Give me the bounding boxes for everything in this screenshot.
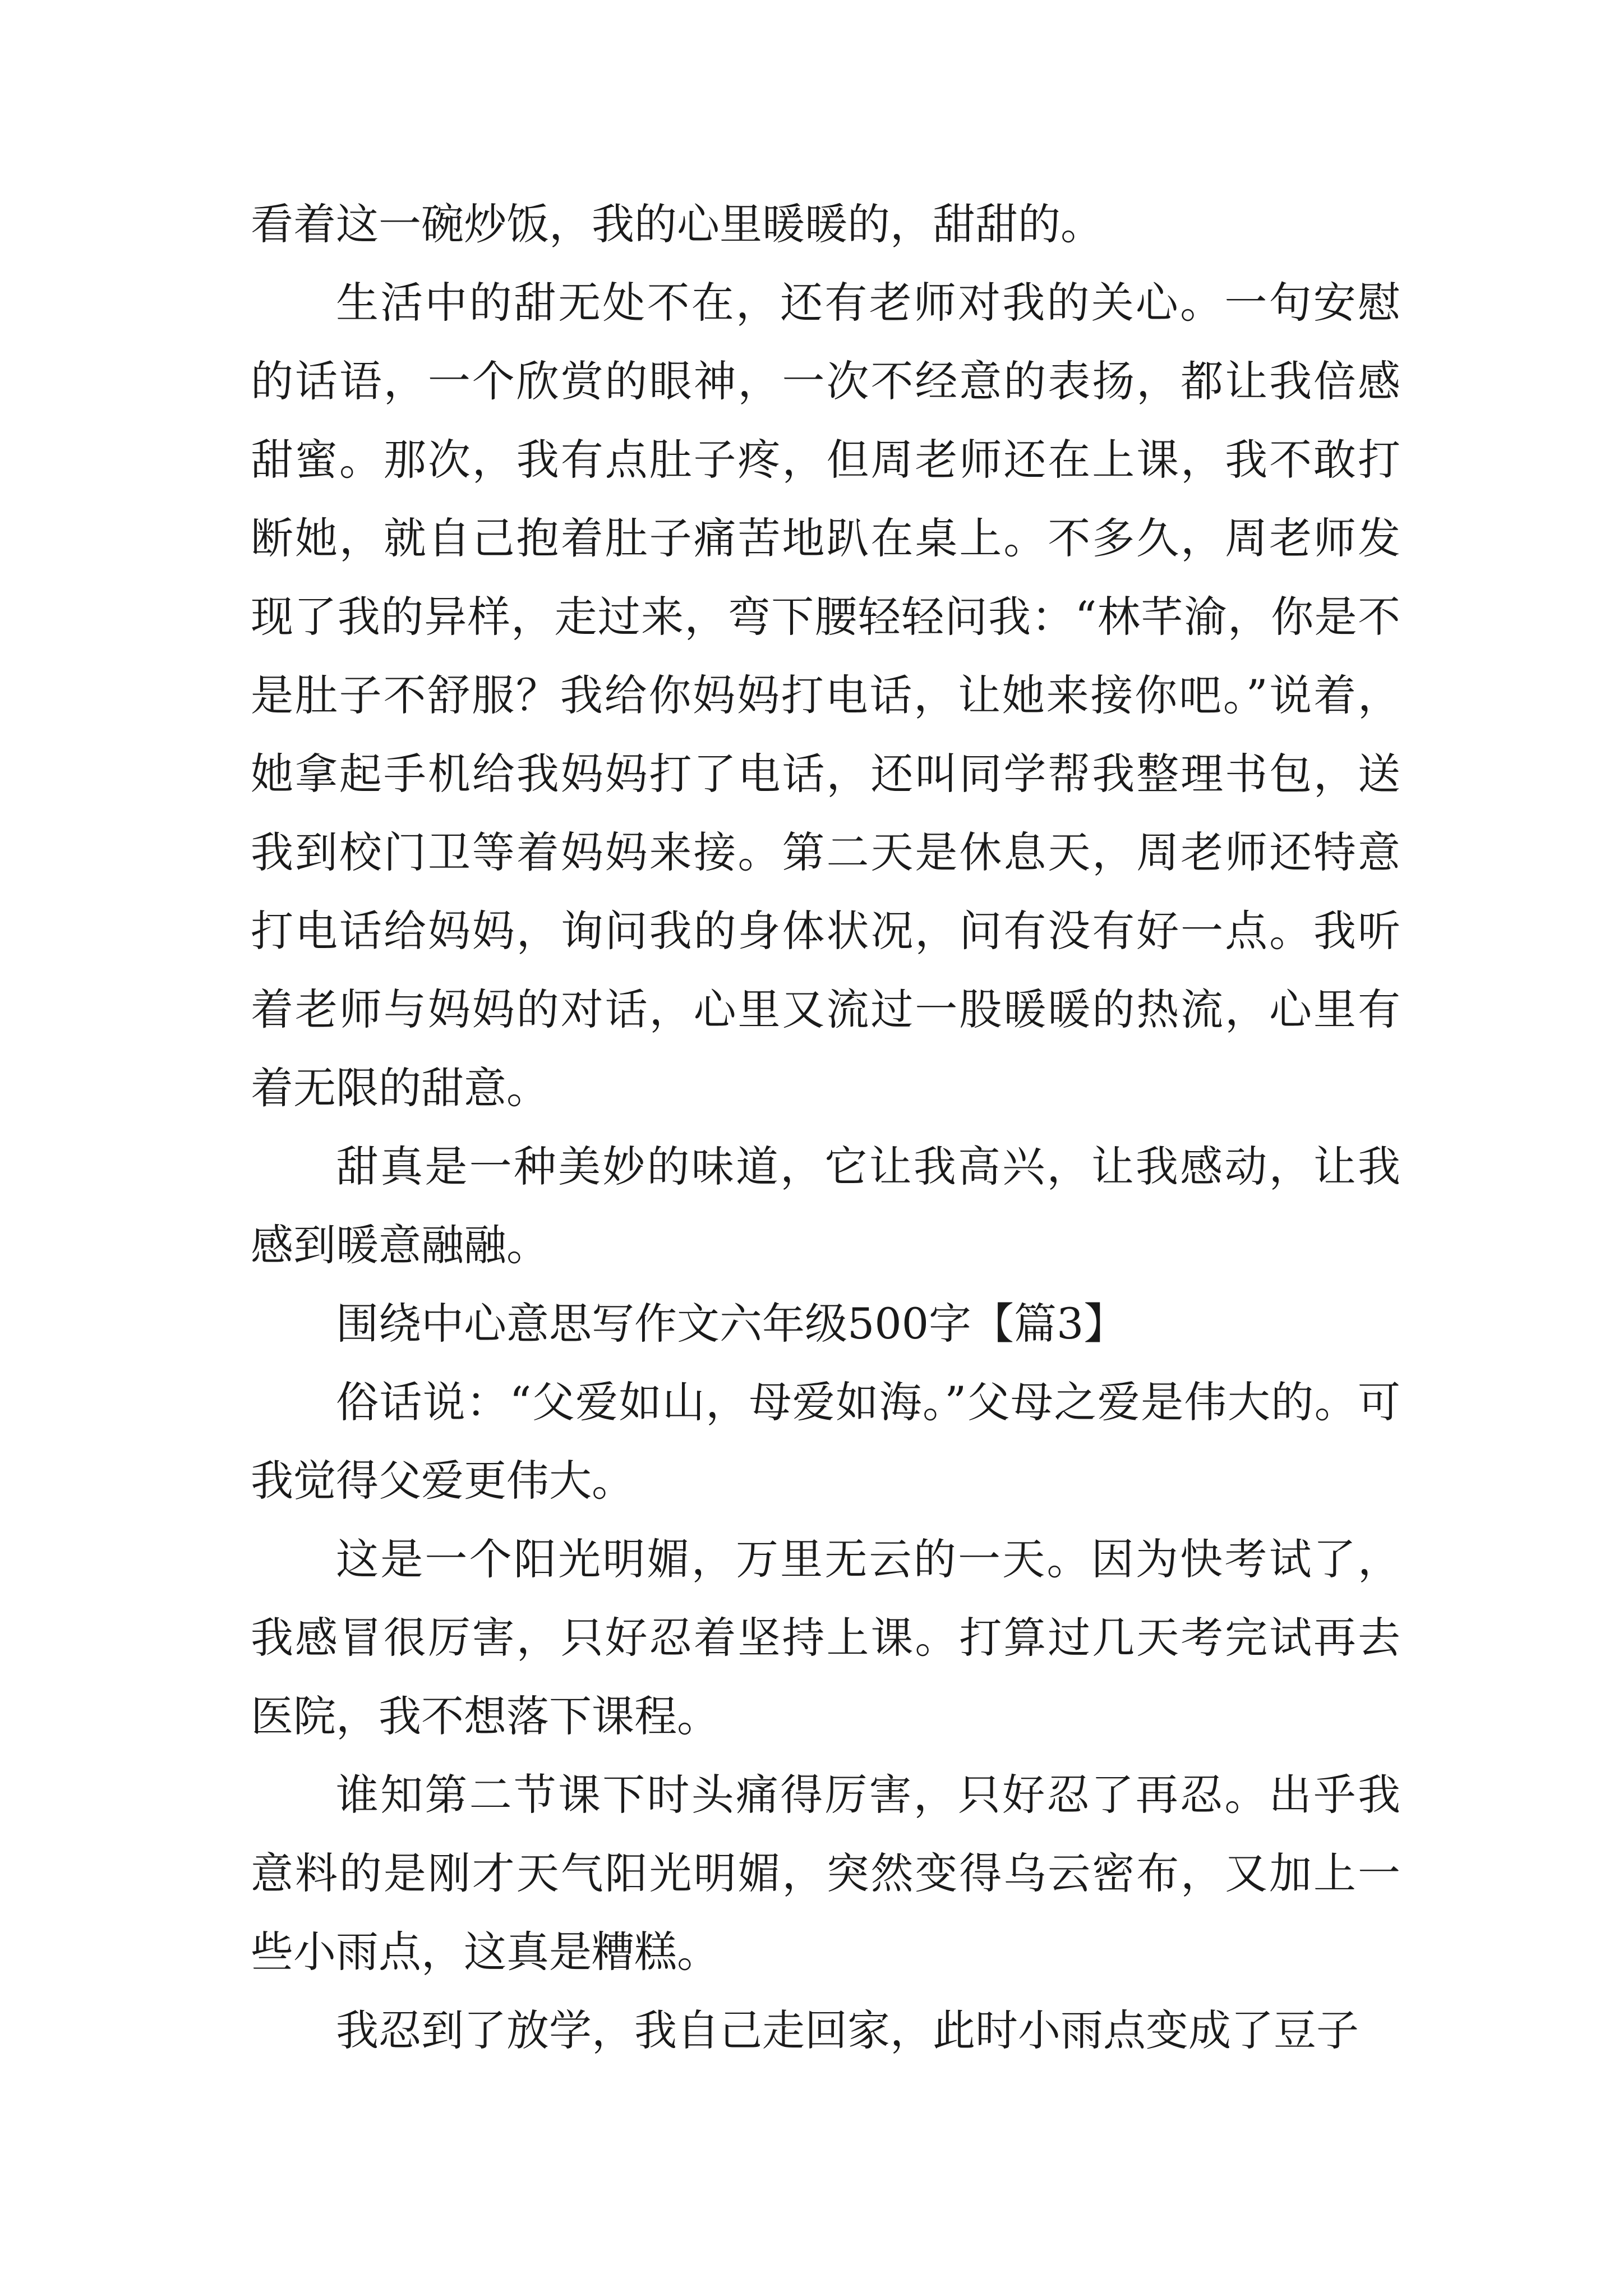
- section-heading: 围绕中心意思写作文六年级500字【篇3】: [336, 1299, 1127, 1349]
- paragraph-1: 看着这一碗炒饭，我的心里暖暖的，甜甜的。: [251, 199, 1103, 249]
- paragraph-4: 俗话说：“父爱如山，母爱如海。”父母之爱是伟大的。可我觉得父爱更伟大。: [251, 1377, 1400, 1506]
- paragraph-7: 我忍到了放学，我自己走回家，此时小雨点变成了豆子: [336, 2005, 1359, 2055]
- paragraph-5: 这是一个阳光明媚，万里无云的一天。因为快考试了，我感冒很厉害，只好忍着坚持上课。打算过几天考完试再去医院，我不想落下课程。: [251, 1534, 1400, 1741]
- paragraph-3: 甜真是一种美妙的味道，它让我高兴，让我感动，让我感到暖意融融。: [251, 1142, 1400, 1270]
- document-body: [251, 185, 1400, 2070]
- paragraph-6: 谁知第二节课下时头痛得厉害，只好忍了再忍。出乎我意料的是刚才天气阳光明媚，突然变得乌云密布，又加上一些小雨点，这真是糟糕。: [251, 1770, 1400, 1977]
- paragraph-2: 生活中的甜无处不在，还有老师对我的关心。一句安慰的话语，一个欣赏的眼神，一次不经意的表扬，都让我倍感甜蜜。那次，我有点肚子疼，但周老师还在上课，我不敢打断她，就自己抱着肚子痛苦地趴在桌上。不多久，周老师发现了我的异样，走过来，弯下腰轻轻问我：“林芊渝，你是不是肚子不舒服？我给你妈妈打电话，让她来接你吧。”说着，她拿起手机给我妈妈打了电话，还叫同学帮我整理书包，送我到校门卫等着妈妈来接。第二天是休息天，周老师还特意打电话给妈妈，询问我的身体状况，问有没有好一点。我听着老师与妈妈的对话，心里又流过一股暖暖的热流，心里有着无限的甜意。: [251, 278, 1400, 1113]
